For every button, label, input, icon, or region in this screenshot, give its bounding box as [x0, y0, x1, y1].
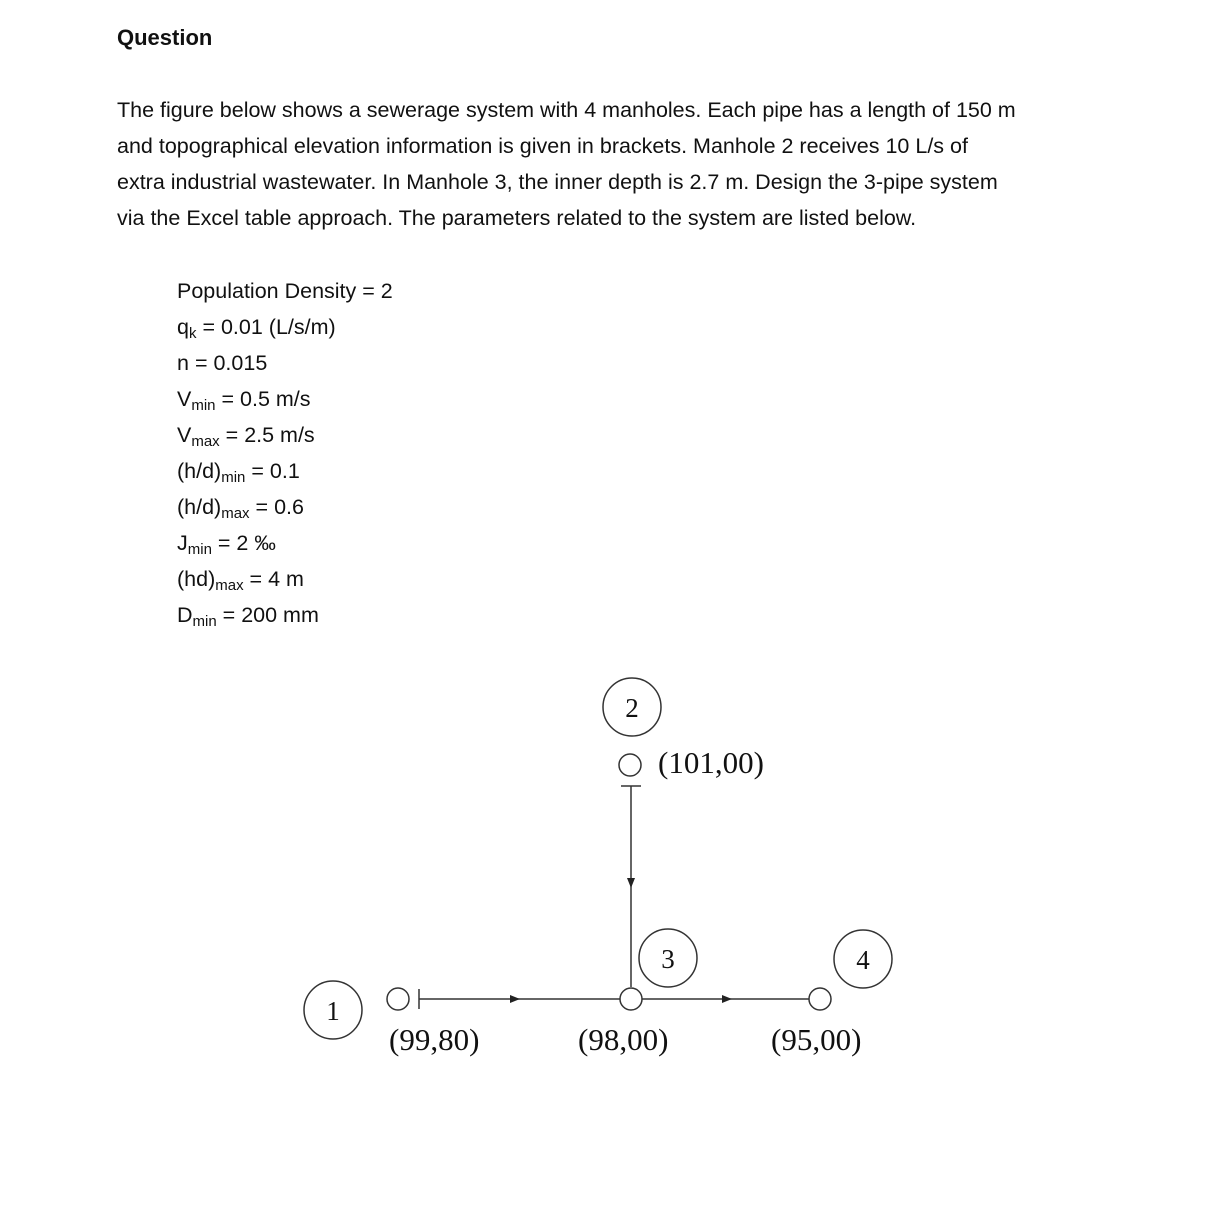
elevation-label-4: (95,00) — [771, 1022, 862, 1057]
param-hd-min: (h/d)min = 0.1 — [177, 459, 300, 486]
param-vmin: Vmin = 0.5 m/s — [177, 387, 311, 414]
pipe-2-3 — [621, 786, 641, 987]
manhole-number: 2 — [625, 693, 639, 723]
param-population-density: Population Density = 2 — [177, 279, 393, 303]
manhole-4-node — [809, 988, 831, 1010]
manhole-number: 4 — [856, 945, 870, 975]
paragraph-line: extra industrial wastewater. In Manhole 3, the inner depth is 2.7 m. Design the 3-pipe system — [117, 170, 998, 194]
param-jmin: Jmin = 2 ‰ — [177, 531, 276, 558]
manhole-2-node — [619, 754, 641, 776]
pipe-1-3 — [419, 989, 621, 1009]
paragraph-line: and topographical elevation information is given in brackets. Manhole 2 receives 10 L/s of — [117, 134, 968, 158]
elevation-label-2: (101,00) — [658, 745, 764, 780]
param-hd-depth-max: (hd)max = 4 m — [177, 567, 304, 594]
param-dmin: Dmin = 200 mm — [177, 603, 319, 630]
manhole-3-node — [620, 988, 642, 1010]
manhole-number: 1 — [326, 996, 340, 1026]
manhole-label-1 — [304, 981, 362, 1039]
manhole-number: 3 — [661, 944, 675, 974]
manhole-label-3 — [639, 929, 697, 987]
manhole-1-node — [387, 988, 409, 1010]
flow-arrow-icon — [627, 878, 635, 888]
manhole-label-4 — [834, 930, 892, 988]
elevation-label-1: (99,80) — [389, 1022, 480, 1057]
pipe-3-4 — [642, 995, 810, 1003]
manhole-label-2 — [603, 678, 661, 736]
paragraph-line: The figure below shows a sewerage system with 4 manholes. Each pipe has a length of 150 m — [117, 98, 1016, 122]
elevation-label-3: (98,00) — [578, 1022, 669, 1057]
param-qk: qk = 0.01 (L/s/m) — [177, 315, 336, 342]
param-hd-max: (h/d)max = 0.6 — [177, 495, 304, 522]
param-n: n = 0.015 — [177, 351, 268, 375]
flow-arrow-icon — [722, 995, 732, 1003]
question-heading: Question — [117, 25, 213, 50]
paragraph-line: via the Excel table approach. The parameters related to the system are listed below. — [117, 206, 917, 230]
flow-arrow-icon — [510, 995, 520, 1003]
param-vmax: Vmax = 2.5 m/s — [177, 423, 315, 450]
